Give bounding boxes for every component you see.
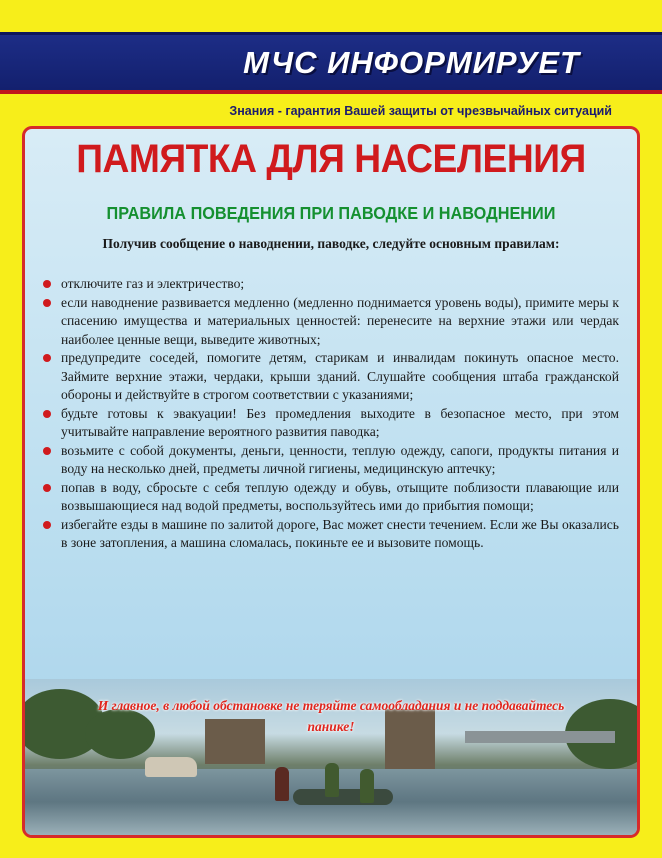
rule-item: [41, 405, 619, 442]
boat-shape: [293, 789, 393, 805]
memo-subtitle: ПРАВИЛА ПОВЕДЕНИЯ ПРИ ПАВОДКЕ И НАВОДНЕНИИ: [106, 203, 556, 223]
rule-text: предупредите соседей, помогите детям, старикам и инвалидам покинуть опасное место. Займите верхние этажи, чердаки, крыши зданий. Слушайте сообщения штаба гражданской обороны и действуйте в строгом соответствии с указаниями;: [61, 350, 619, 402]
header-banner: [0, 32, 662, 94]
rule-item: [41, 442, 619, 479]
banner-title: МЧС ИНФОРМИРУЕТ: [243, 45, 580, 80]
rescuer-shape: [325, 763, 339, 797]
rule-text: отключите газ и электричество;: [61, 276, 245, 291]
bullet-icon: [43, 447, 51, 455]
bullet-icon: [43, 280, 51, 288]
top-strip: [0, 0, 662, 30]
rule-item: [41, 479, 619, 516]
memo-card: [22, 126, 640, 838]
bullet-icon: [43, 521, 51, 529]
rule-item: [41, 516, 619, 553]
rescuer-shape: [360, 769, 374, 803]
motto: И главное, в любой обстановке не теряйте самообладания и не поддавайтесь панике!: [97, 698, 565, 734]
rules-list: [41, 275, 619, 553]
rule-text: попав в воду, сбросьте с себя теплую одежду и обувь, отыщите поблизости плавающие или возвышающиеся над водой предметы, воспользуйтесь ими до прибытия помощи;: [61, 479, 619, 513]
rule-text: будьте готовы к эвакуации! Без промедления выходите в безопасное место, при этом учитывайте направление вероятного развития паводка;: [61, 405, 619, 439]
rule-text: избегайте езды в машине по залитой дороге, Вас может снести течением. Если же Вы оказались в зоне затопления, а машина сломалась, покиньте ее и вызовите помощь.: [61, 516, 619, 550]
rule-text: если наводнение развивается медленно (медленно поднимается уровень воды), примите меры к спасению имущества и материальных ценностей: перенесите на верхние этажи или чердак наиболее ценные вещи, выведите животных;: [61, 294, 619, 347]
memo-intro: Получив сообщение о наводнении, паводке, следуйте основным правилам:: [102, 236, 560, 251]
rule-text: возьмите с собой документы, деньги, ценности, теплую одежду, сапоги, продукты питания и воду на несколько дней, предметы личной гигиены, медицинскую аптечку;: [61, 442, 619, 476]
memo-title: ПАМЯТКА ДЛЯ НАСЕЛЕНИЯ: [76, 137, 586, 181]
tagline: Знания - гарантия Вашей защиты от чрезвычайных ситуаций: [229, 104, 612, 118]
rule-item: [41, 294, 619, 350]
rule-item: [41, 349, 619, 405]
rescuer-shape: [275, 767, 289, 801]
bullet-icon: [43, 299, 51, 307]
bullet-icon: [43, 484, 51, 492]
bullet-icon: [43, 354, 51, 362]
rule-item: [41, 275, 619, 294]
car-shape: [145, 757, 197, 777]
bullet-icon: [43, 410, 51, 418]
